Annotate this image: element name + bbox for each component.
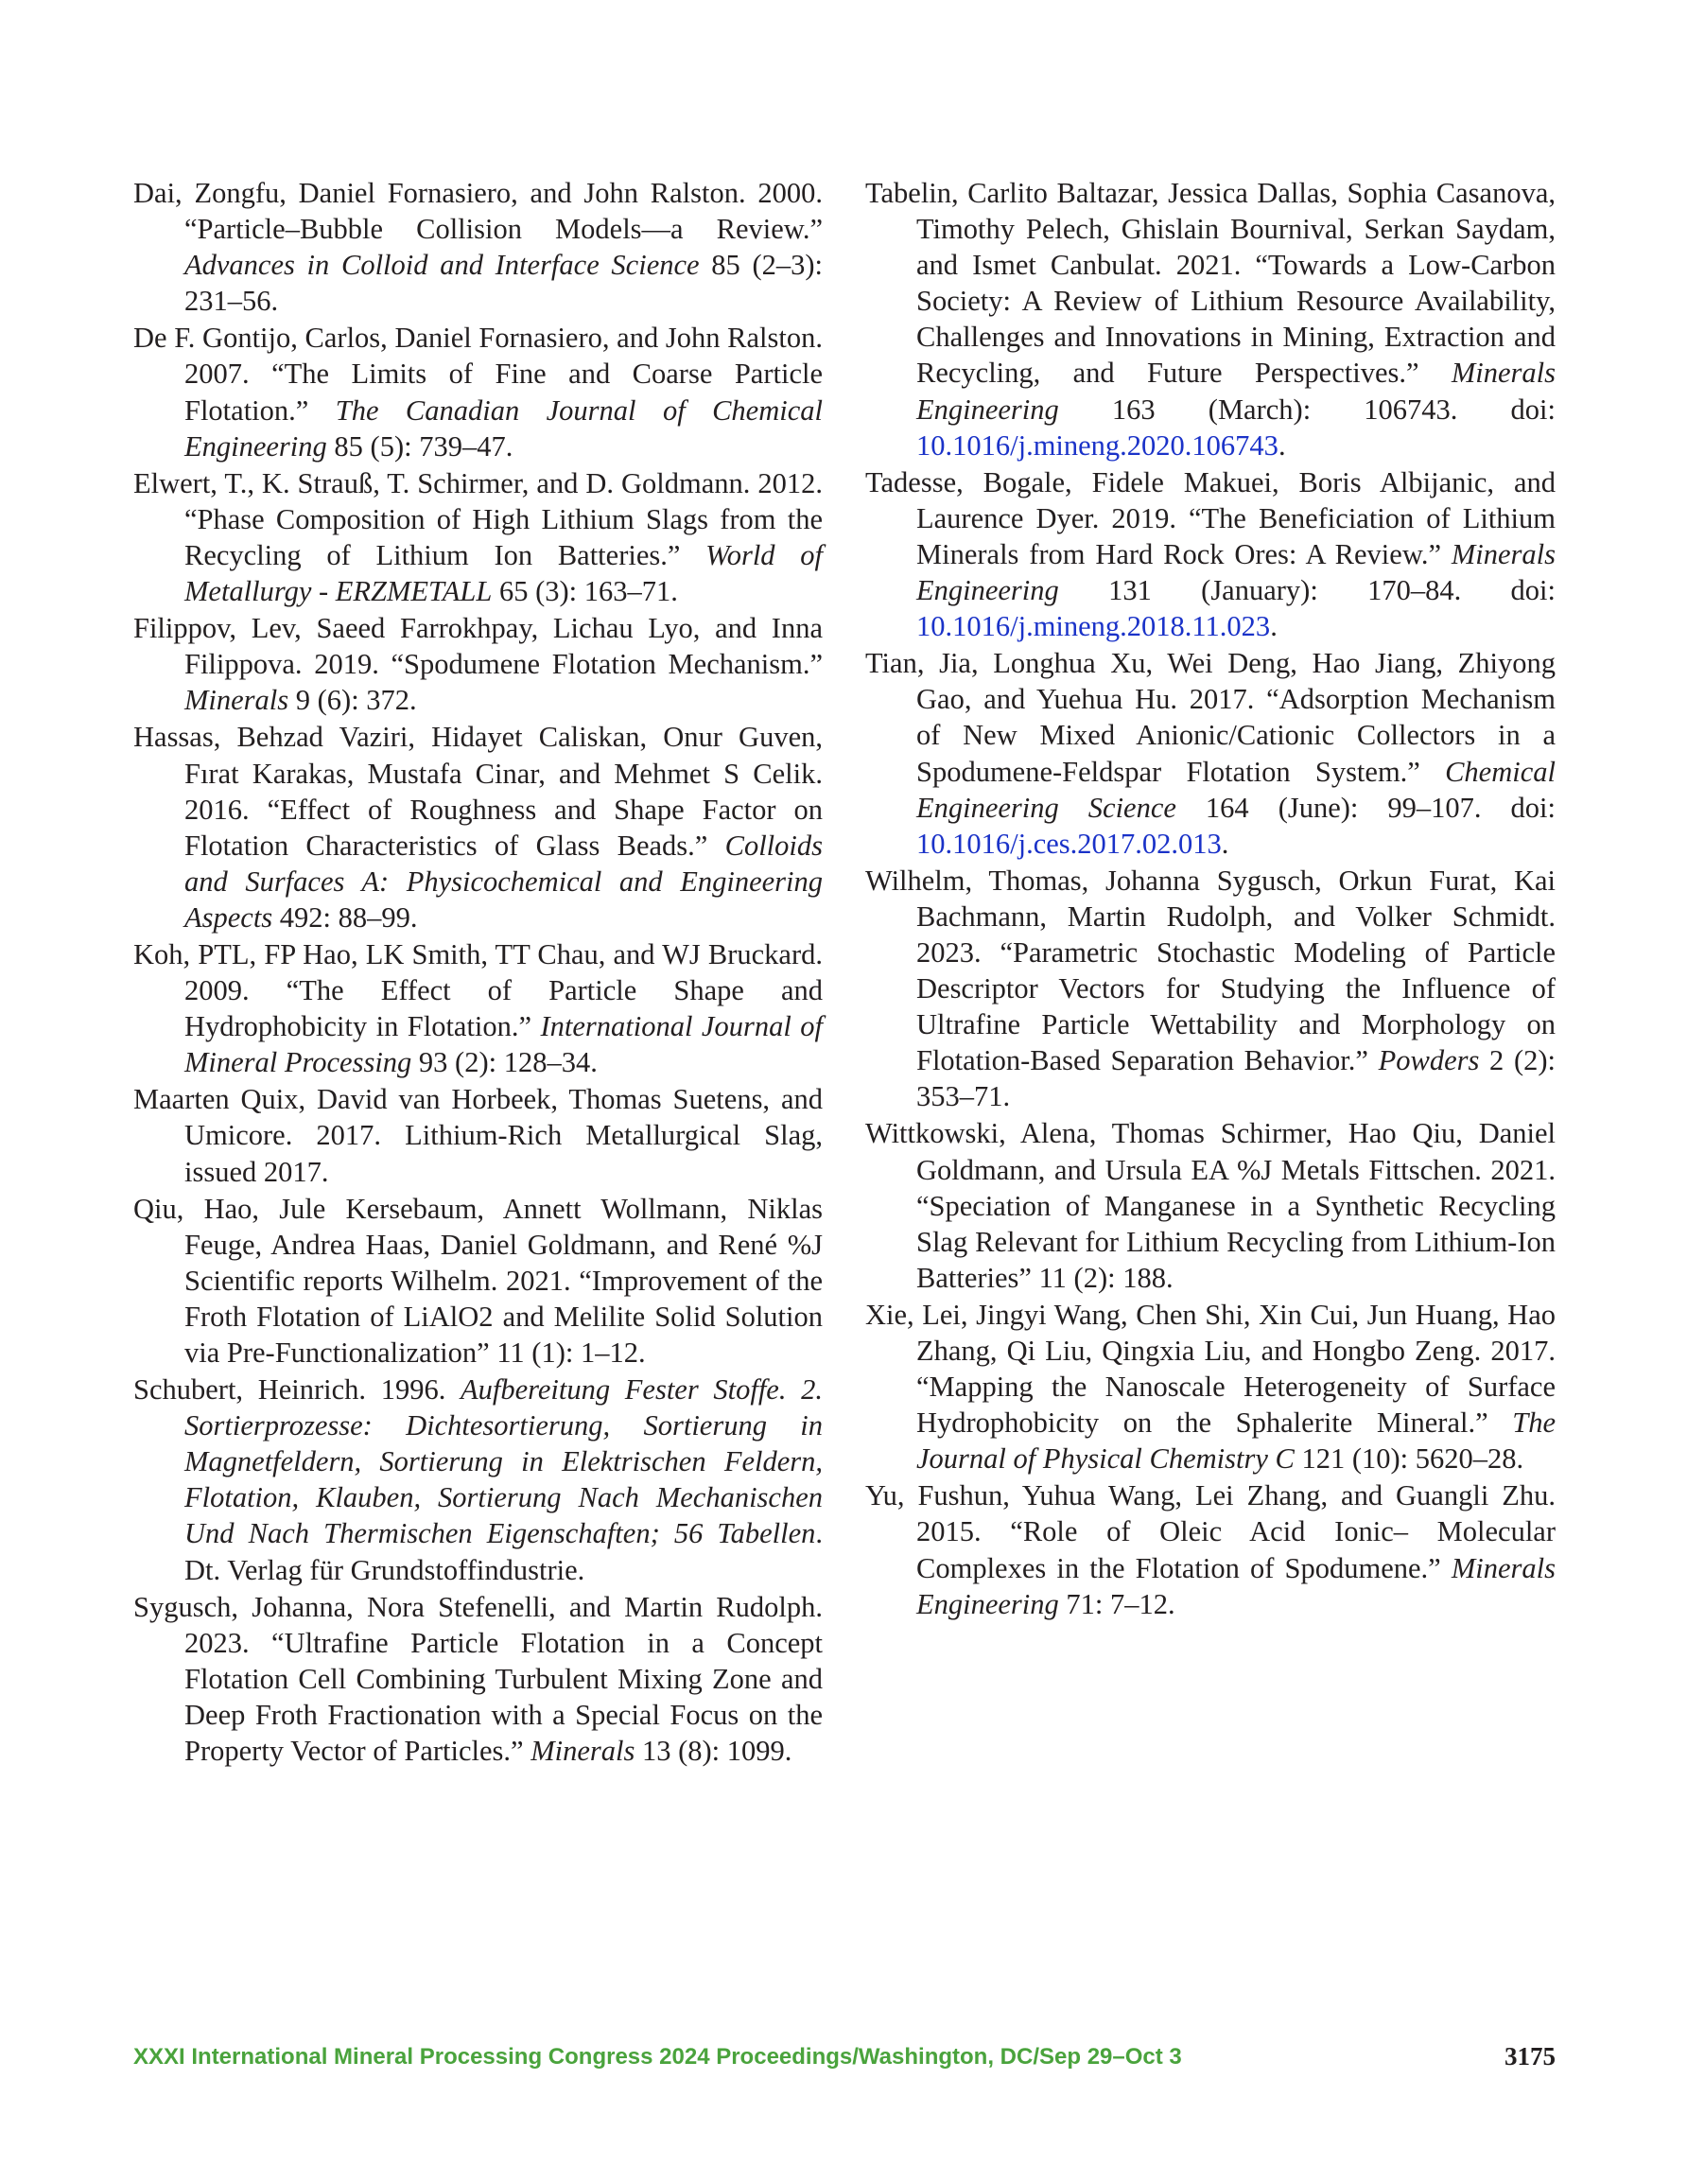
- doi-link[interactable]: 10.1016/j.mineng.2018.11.023: [916, 610, 1271, 643]
- references-left-column: [133, 175, 823, 1770]
- references-right-column: [865, 175, 1556, 1623]
- reference-entry: Qiu, Hao, Jule Kersebaum, Annett Wollmann, Niklas Feuge, Andrea Haas, Daniel Goldmann, and René %J Scientific reports Wilhelm. 2021. “Improvement of the Froth Flotation of LiAlO2 and Melilite Solid Solution via Pre-Functionalization” 11 (1): 1–12.: [133, 1192, 823, 1369]
- reference-entry: Tadesse, Bogale, Fidele Makuei, Boris Albijanic, and Laurence Dyer. 2019. “The Beneficiation of Lithium Minerals from Hard Rock Ores: A Review.” Minerals Engineering 131 (January): 170–84. doi: 10.1016/j.mineng.2018.11.023.: [865, 465, 1556, 643]
- reference-entry: Hassas, Behzad Vaziri, Hidayet Caliskan, Onur Guven, Fırat Karakas, Mustafa Cinar, and Mehmet S Celik. 2016. “Effect of Roughness and Shape Factor on Flotation Characteristics of Glass Beads.” Colloids and Surfaces A: Physicochemical and Engineering Aspects 492: 88–99.: [133, 721, 823, 934]
- doi-link[interactable]: 10.1016/j.ces.2017.02.013: [916, 827, 1222, 860]
- proceedings-title: XXXI International Mineral Processing Congress 2024 Proceedings/Washington, DC/Sep 29–Oct 3: [133, 2044, 1182, 2070]
- reference-entry: Yu, Fushun, Yuhua Wang, Lei Zhang, and Guangli Zhu. 2015. “Role of Oleic Acid Ionic– Molecular Complexes in the Flotation of Spodumene.” Minerals Engineering 71: 7–12.: [865, 1479, 1556, 1620]
- reference-entry: Xie, Lei, Jingyi Wang, Chen Shi, Xin Cui, Jun Huang, Hao Zhang, Qi Liu, Qingxia Liu, and Hongbo Zeng. 2017. “Mapping the Nanoscale Heterogeneity of Surface Hydrophobicity on the Sphalerite Mineral.” The Journal of Physical Chemistry C 121 (10): 5620–28.: [865, 1298, 1556, 1476]
- page-footer: [133, 2044, 1556, 2082]
- reference-entry: Dai, Zongfu, Daniel Fornasiero, and John Ralston. 2000. “Particle–Bubble Collision Models—a Review.” Advances in Colloid and Interface Science 85 (2–3): 231–56.: [133, 177, 823, 318]
- doi-link[interactable]: 10.1016/j.mineng.2020.106743: [916, 428, 1278, 462]
- reference-entry: Sygusch, Johanna, Nora Stefenelli, and Martin Rudolph. 2023. “Ultrafine Particle Flotation in a Concept Flotation Cell Combining Turbulent Mixing Zone and Deep Froth Fractionation with a Special Focus on the Property Vector of Particles.” Minerals 13 (8): 1099.: [133, 1590, 823, 1768]
- reference-entry: Maarten Quix, David van Horbeek, Thomas Suetens, and Umicore. 2017. Lithium-Rich Metallurgical Slag, issued 2017.: [133, 1083, 823, 1188]
- reference-entry: Tian, Jia, Longhua Xu, Wei Deng, Hao Jiang, Zhiyong Gao, and Yuehua Hu. 2017. “Adsorption Mechanism of New Mixed Anionic/Cationic Collectors in a Spodumene-Feldspar Flotation System.” Chemical Engineering Science 164 (June): 99–107. doi: 10.1016/j.ces.2017.02.013.: [865, 647, 1556, 860]
- page-number: 3175: [1504, 2042, 1556, 2070]
- reference-entry: Filippov, Lev, Saeed Farrokhpay, Lichau Lyo, and Inna Filippova. 2019. “Spodumene Flotation Mechanism.” Minerals 9 (6): 372.: [133, 612, 823, 717]
- reference-entry: Wittkowski, Alena, Thomas Schirmer, Hao Qiu, Daniel Goldmann, and Ursula EA %J Metals Fittschen. 2021. “Speciation of Manganese in a Synthetic Recycling Slag Relevant for Lithium Recycling from Lithium-Ion Batteries” 11 (2): 188.: [865, 1117, 1556, 1294]
- reference-entry: Tabelin, Carlito Baltazar, Jessica Dallas, Sophia Casanova, Timothy Pelech, Ghislain Bournival, Serkan Saydam, and Ismet Canbulat. 2021. “Towards a Low-Carbon Society: A Review of Lithium Resource Availability, Challenges and Innovations in Mining, Extraction and Recycling, and Future Perspectives.” Minerals Engineering 163 (March): 106743. doi: 10.1016/j.mineng.2020.106743.: [865, 177, 1556, 462]
- reference-entry: De F. Gontijo, Carlos, Daniel Fornasiero, and John Ralston. 2007. “The Limits of Fine and Coarse Particle Flotation.” The Canadian Journal of Chemical Engineering 85 (5): 739–47.: [133, 322, 823, 463]
- reference-entry: Schubert, Heinrich. 1996. Aufbereitung Fester Stoffe. 2. Sortierprozesse: Dichtesortierung, Sortierung in Magnetfeldern, Sortierung in Elektrischen Feldern, Flotation, Klauben, Sortierung Nach Mechanischen Und Nach Thermischen Eigenschaften; 56 Tabellen. Dt. Verlag für Grundstoffindustrie.: [133, 1373, 823, 1586]
- reference-entry: Koh, PTL, FP Hao, LK Smith, TT Chau, and WJ Bruckard. 2009. “The Effect of Particle Shape and Hydrophobicity in Flotation.” International Journal of Mineral Processing 93 (2): 128–34.: [133, 937, 823, 1079]
- reference-entry: Wilhelm, Thomas, Johanna Sygusch, Orkun Furat, Kai Bachmann, Martin Rudolph, and Volker Schmidt. 2023. “Parametric Stochastic Modeling of Particle Descriptor Vectors for Studying the Influence of Ultrafine Particle Wettability and Morphology on Flotation-Based Separation Behavior.” Powders 2 (2): 353–71.: [865, 864, 1556, 1113]
- reference-entry: Elwert, T., K. Strauß, T. Schirmer, and D. Goldmann. 2012. “Phase Composition of High Lithium Slags from the Recycling of Lithium Ion Batteries.” World of Metallurgy - ERZMETALL 65 (3): 163–71.: [133, 466, 823, 608]
